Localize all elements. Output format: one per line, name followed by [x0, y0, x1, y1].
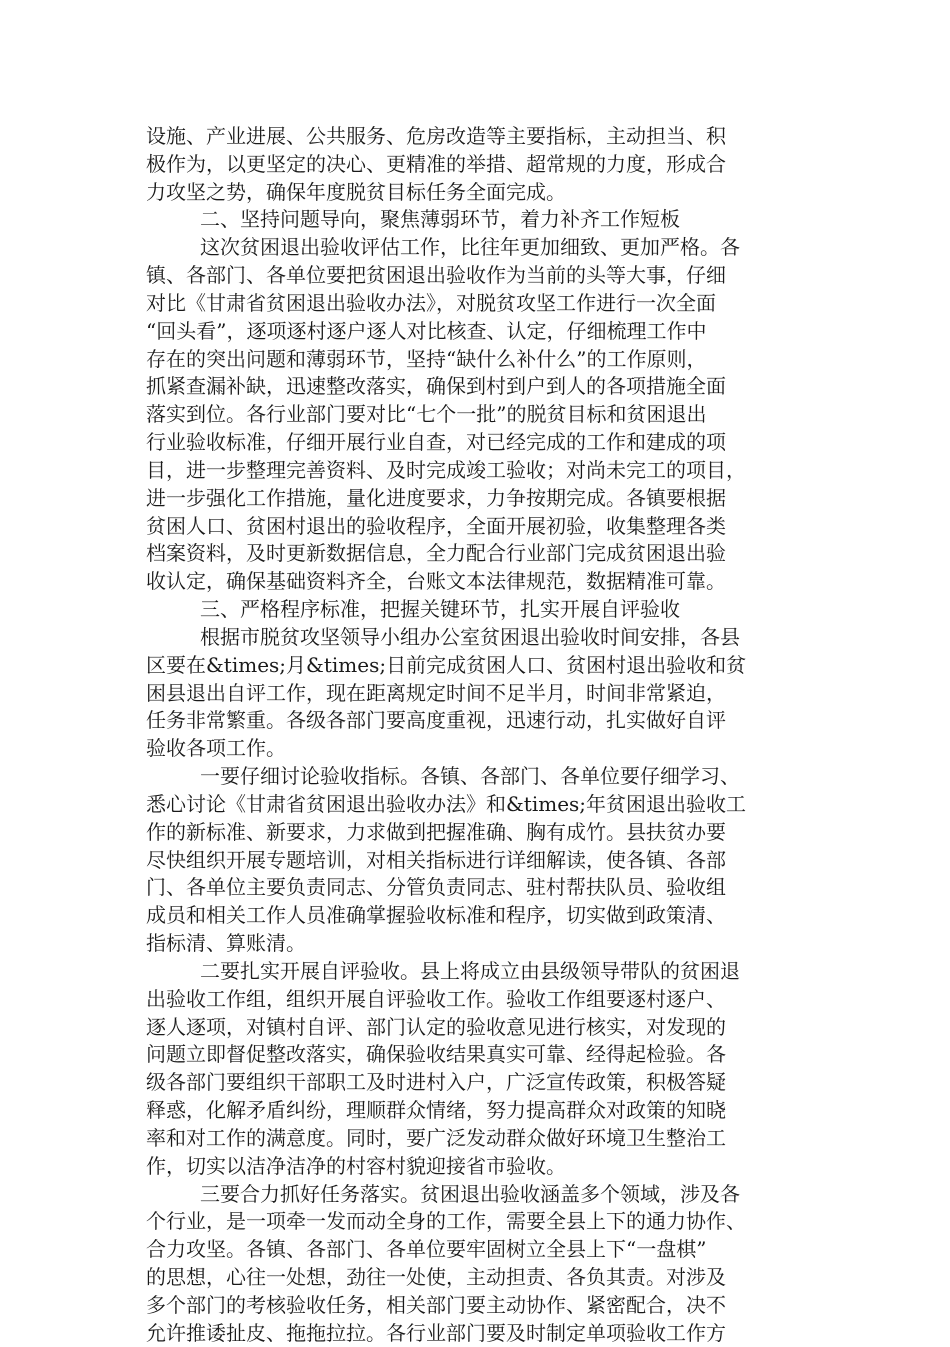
text-line: 级各部门要组织干部职工及时进村入户，广泛宣传政策，积极答疑: [146, 1070, 726, 1094]
text-line: 档案资料，及时更新数据信息，全力配合行业部门完成贫困退出验: [146, 541, 726, 565]
text-line: 抓紧查漏补缺，迅速整改落实，确保到村到户到人的各项措施全面: [146, 374, 726, 398]
text-line: 门、各单位主要负责同志、分管负责同志、驻村帮扶队员、验收组: [146, 875, 726, 899]
text-line: 悉心讨论《甘肃省贫困退出验收办法》和&times;年贫困退出验收工: [146, 792, 747, 816]
text-line: 逐人逐项，对镇村自评、部门认定的验收意见进行核实，对发现的: [146, 1015, 726, 1039]
text-line: 合力攻坚。各镇、各部门、各单位要牢固树立全县上下“一盘棋”: [146, 1237, 707, 1261]
text-line: 尽快组织开展专题培训，对相关指标进行详细解读，使各镇、各部: [146, 848, 726, 872]
text-line: 个行业，是一项牵一发而动全身的工作，需要全县上下的通力协作、: [146, 1209, 746, 1233]
text-line: 区要在&times;月&times;日前完成贫困人口、贫困村退出验收和贫: [146, 653, 747, 677]
text-line: 的思想，心往一处想，劲往一处使，主动担责、各负其责。对涉及: [146, 1265, 726, 1289]
text-line: 任务非常繁重。各级各部门要高度重视，迅速行动，扎实做好自评: [146, 708, 726, 732]
paragraph-first-line: 这次贫困退出验收评估工作，比往年更加细致、更加严格。各: [200, 235, 740, 259]
text-line: “回头看”，逐项逐村逐户逐人对比核查、认定，仔细梳理工作中: [146, 319, 707, 343]
text-line: 进一步强化工作措施，量化进度要求，力争按期完成。各镇要根据: [146, 486, 726, 510]
section-heading: 二、坚持问题导向，聚焦薄弱环节，着力补齐工作短板: [200, 207, 680, 231]
text-line: 率和对工作的满意度。同时，要广泛发动群众做好环境卫生整治工: [146, 1126, 726, 1150]
text-line: 对比《甘肃省贫困退出验收办法》，对脱贫攻坚工作进行一次全面: [146, 291, 716, 315]
section-heading: 三、严格程序标准，把握关键环节，扎实开展自评验收: [200, 597, 680, 621]
text-line: 力攻坚之势，确保年度脱贫目标任务全面完成。: [146, 180, 566, 204]
text-line: 贫困人口、贫困村退出的验收程序，全面开展初验，收集整理各类: [146, 514, 726, 538]
text-line: 验收各项工作。: [146, 736, 286, 760]
text-line: 存在的突出问题和薄弱环节，坚持“缺什么补什么”的工作原则，: [146, 347, 707, 371]
text-line: 作的新标准、新要求，力求做到把握准确、胸有成竹。县扶贫办要: [146, 820, 726, 844]
text-line: 极作为，以更坚定的决心、更精准的举措、超常规的力度，形成合: [146, 152, 726, 176]
paragraph-first-line: 一要仔细讨论验收指标。各镇、各部门、各单位要仔细学习、: [200, 764, 740, 788]
paragraph-first-line: 三要合力抓好任务落实。贫困退出验收涵盖多个领域，涉及各: [200, 1182, 740, 1206]
text-line: 行业验收标准，仔细开展行业自查，对已经完成的工作和建成的项: [146, 430, 726, 454]
text-line: 成员和相关工作人员准确掌握验收标准和程序，切实做到政策清、: [146, 903, 726, 927]
text-line: 目，进一步整理完善资料、及时完成竣工验收；对尚未完工的项目，: [146, 458, 746, 482]
text-line: 问题立即督促整改落实，确保验收结果真实可靠、经得起检验。各: [146, 1042, 726, 1066]
text-line: 作，切实以洁净洁净的村容村貌迎接省市验收。: [146, 1154, 566, 1178]
text-line: 指标清、算账清。: [146, 931, 306, 955]
text-line: 落实到位。各行业部门要对比“七个一批”的脱贫目标和贫困退出: [146, 402, 707, 426]
text-line: 设施、产业进展、公共服务、危房改造等主要指标，主动担当、积: [146, 124, 726, 148]
text-line: 收认定，确保基础资料齐全，台账文本法律规范，数据精准可靠。: [146, 569, 726, 593]
text-line: 释惑，化解矛盾纠纷，理顺群众情绪，努力提高群众对政策的知晓: [146, 1098, 726, 1122]
paragraph-first-line: 根据市脱贫攻坚领导小组办公室贫困退出验收时间安排，各县: [200, 625, 740, 649]
text-line: 镇、各部门、各单位要把贫困退出验收作为当前的头等大事，仔细: [146, 263, 726, 287]
paragraph-first-line: 二要扎实开展自评验收。县上将成立由县级领导带队的贫困退: [200, 959, 740, 983]
text-line: 出验收工作组，组织开展自评验收工作。验收工作组要逐村逐户、: [146, 987, 726, 1011]
text-line: 困县退出自评工作，现在距离规定时间不足半月，时间非常紧迫，: [146, 681, 726, 705]
text-line: 多个部门的考核验收任务，相关部门要主动协作、紧密配合，决不: [146, 1293, 726, 1317]
text-line: 允许推诿扯皮、拖拖拉拉。各行业部门要及时制定单项验收工作方: [146, 1321, 726, 1345]
